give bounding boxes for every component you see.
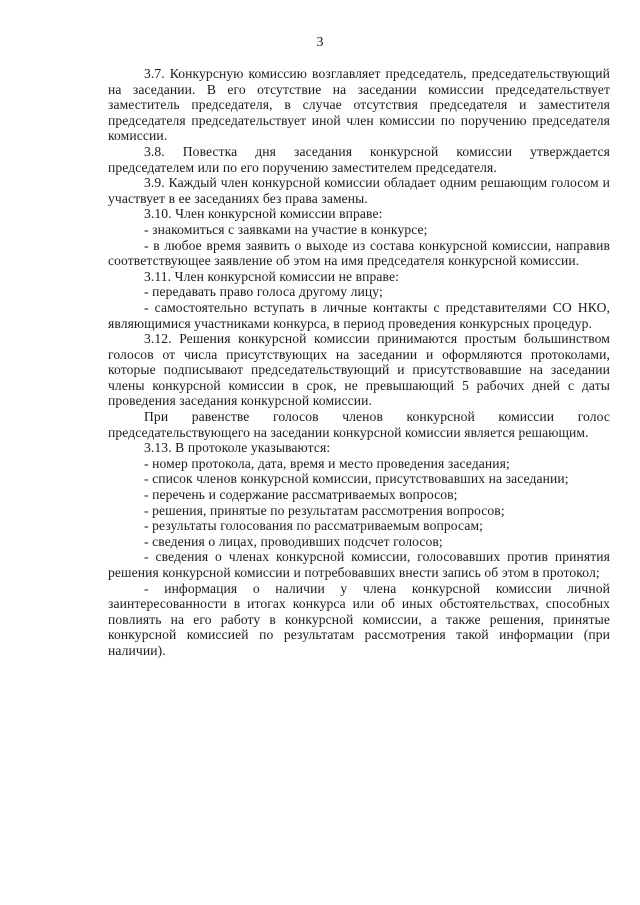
paragraph-3-11: 3.11. Член конкурсной комиссии не вправе:	[144, 268, 399, 284]
list-item: - передавать право голоса другому лицу;	[144, 284, 383, 300]
list-item: - решения, принятые по результатам рассмотрения вопросов;	[144, 502, 505, 518]
paragraph-3-12: 3.12. Решения конкурсной комиссии принимаются простым большинством голосов от числа присутствующих на заседании и оформляются протоколами, которые подписывают председательствующий и присутствовавшие на заседании члены конкурсной комиссии в срок, не превышающий 5 рабочих дней с даты проведения заседания конкурсной комиссии.	[108, 331, 610, 409]
paragraph-3-8: 3.8. Повестка дня заседания конкурсной комиссии утверждается председателем или по его поручению заместителем председателя.	[108, 143, 610, 175]
list-item: - знакомиться с заявками на участие в конкурсе;	[144, 221, 428, 237]
list-item: - результаты голосования по рассматриваемым вопросам;	[144, 518, 484, 534]
paragraph-tie-vote: При равенстве голосов членов конкурсной комиссии голос председательствующего на заседании конкурсной комиссии является решающим.	[108, 409, 610, 440]
list-item: - информация о наличии у члена конкурсной комиссии личной заинтересованности в итогах конкурса или об иных обстоятельствах, способных повлиять на его работу в конкурсной комиссии, а также решения, принятые конкурсной комиссией по результатам рассмотрения такой информации (при наличии).	[108, 580, 610, 658]
list-item: - в любое время заявить о выходе из состава конкурсной комиссии, направив соответствующее заявление об этом на имя председателя конкурсной комиссии.	[108, 237, 610, 269]
list-item: - сведения о лицах, проводивших подсчет голосов;	[144, 533, 443, 549]
paragraph-3-7: 3.7. Конкурсную комиссию возглавляет председатель, председательствующий на заседании. В его отсутствие на заседании комиссии председательствует заместитель председателя, в случае отсутствия председателя и заместителя председателя председательствует иной член комиссии по поручению председателя комиссии.	[108, 66, 610, 144]
paragraph-3-10: 3.10. Член конкурсной комиссии вправе:	[144, 206, 383, 222]
document-body	[108, 66, 610, 659]
page-number: 3	[316, 35, 324, 50]
list-item: - сведения о членах конкурсной комиссии, голосовавших против принятия решения конкурсной комиссии и потребовавших внести запись об этом в протокол;	[108, 549, 610, 580]
list-item: - самостоятельно вступать в личные контакты с представителями СО НКО, являющимися участниками конкурса, в период проведения конкурсных процедур.	[108, 299, 610, 331]
paragraph-3-13: 3.13. В протоколе указываются:	[144, 440, 331, 456]
paragraph-3-9: 3.9. Каждый член конкурсной комиссии обладает одним решающим голосом и участвует в ее заседаниях без права замены.	[108, 175, 610, 206]
list-item: - список членов конкурсной комиссии, присутствовавших на заседании;	[144, 471, 569, 487]
list-item: - номер протокола, дата, время и место проведения заседания;	[144, 455, 510, 471]
list-item: - перечень и содержание рассматриваемых вопросов;	[144, 487, 458, 503]
